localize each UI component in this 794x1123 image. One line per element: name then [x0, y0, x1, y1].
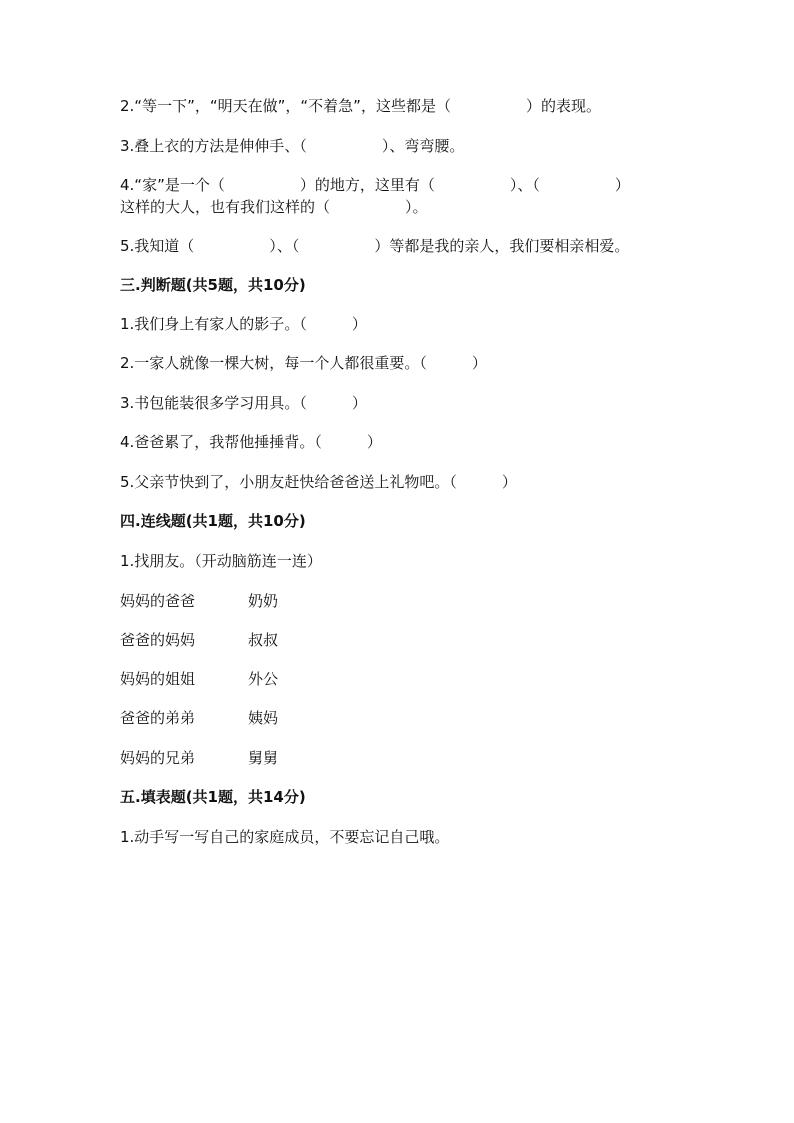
- matching-left-item: 爸爸的妈妈: [120, 631, 196, 649]
- section-heading-judgment: 三.判断题(共5题，共10分): [120, 276, 306, 294]
- judgment-item-1: 1.我们身上有家人的影子。（ ）: [120, 315, 367, 333]
- fill-question-3: 3.叠上衣的方法是伸伸手、（ ）、弯弯腰。: [120, 137, 465, 155]
- section-heading-table: 五.填表题(共1题，共14分): [120, 788, 306, 806]
- judgment-item-4: 4.爸爸累了，我帮他捶捶背。（ ）: [120, 433, 382, 451]
- matching-left-item: 妈妈的爸爸: [120, 592, 196, 610]
- matching-right-item: 外公: [248, 670, 279, 688]
- matching-right-item: 姨妈: [248, 709, 279, 727]
- matching-left-item: 爸爸的弟弟: [120, 709, 196, 727]
- matching-right-item: 叔叔: [248, 631, 279, 649]
- judgment-item-2: 2.一家人就像一棵大树，每一个人都很重要。（ ）: [120, 354, 487, 372]
- judgment-item-3: 3.书包能装很多学习用具。（ ）: [120, 394, 367, 412]
- matching-left-item: 妈妈的兄弟: [120, 749, 196, 767]
- matching-question: 1.找朋友。（开动脑筋连一连）: [120, 552, 322, 570]
- matching-right-item: 舅舅: [248, 749, 279, 767]
- matching-left-item: 妈妈的姐姐: [120, 670, 196, 688]
- fill-question-4-line-2: 这样的大人，也有我们这样的（ ）。: [120, 198, 428, 216]
- section-heading-matching: 四.连线题(共1题，共10分): [120, 512, 306, 530]
- fill-question-2: 2.“等一下”，“明天在做”，“不着急”，这些都是（ ）的表现。: [120, 97, 601, 115]
- judgment-item-5: 5.父亲节快到了，小朋友赶快给爸爸送上礼物吧。（ ）: [120, 473, 517, 491]
- matching-right-item: 奶奶: [248, 592, 279, 610]
- fill-question-5: 5.我知道（ ）、（ ）等都是我的亲人，我们要相亲相爱。: [120, 237, 630, 255]
- table-question: 1.动手写一写自己的家庭成员，不要忘记自己哦。: [120, 828, 450, 846]
- fill-question-4-line-1: 4.“家”是一个（ ）的地方，这里有（ ）、（ ）: [120, 176, 630, 194]
